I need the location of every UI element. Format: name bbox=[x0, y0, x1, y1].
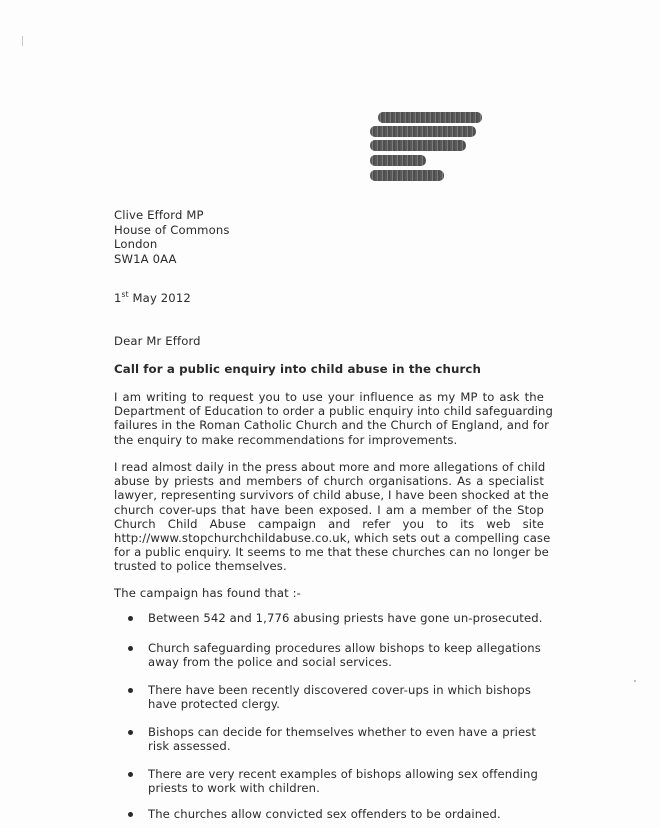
bullet-icon bbox=[128, 812, 133, 817]
redaction-bar bbox=[370, 140, 466, 151]
address-line: House of Commons bbox=[114, 222, 230, 237]
body-paragraph bbox=[114, 390, 553, 447]
paragraph-line: I read almost daily in the press about more and more allegations of child bbox=[114, 460, 546, 474]
list-item-line: away from the police and social services. bbox=[148, 654, 393, 669]
bullet-icon bbox=[128, 772, 133, 777]
list-item-line: risk assessed. bbox=[148, 738, 231, 753]
address-line: Clive Efford MP bbox=[114, 208, 204, 222]
list-item-text bbox=[148, 726, 548, 753]
list-item-text bbox=[148, 768, 548, 795]
bullet-icon bbox=[128, 730, 133, 735]
address-line: London bbox=[114, 237, 158, 251]
redaction-bar bbox=[370, 170, 444, 181]
paragraph-line: abuse by priests and members of church organisations. As a specialist bbox=[114, 474, 544, 489]
list-item-line: Church safeguarding procedures allow bishops to keep allegations bbox=[148, 641, 541, 655]
paragraph-line: church cover-ups that have been exposed. I am a member of the Stop bbox=[114, 502, 544, 517]
letter-subject: Call for a public enquiry into child abuse in the church bbox=[114, 362, 481, 376]
paragraph-line: for a public enquiry. It seems to me that these churches can no longer be bbox=[114, 545, 549, 560]
paragraph-line: Department of Education to order a public enquiry into child safeguarding bbox=[114, 404, 553, 419]
recipient-address bbox=[114, 208, 230, 266]
paragraph-line: trusted to police themselves. bbox=[114, 559, 287, 574]
paragraph-line: lawyer, representing survivors of child abuse, I have been shocked at the bbox=[114, 488, 549, 503]
list-item-line: have protected clergy. bbox=[148, 696, 281, 711]
redaction-bar bbox=[370, 155, 426, 166]
list-item-line: Bishops can decide for themselves whether to even have a priest bbox=[148, 725, 537, 739]
address-line: SW1A 0AA bbox=[114, 251, 177, 266]
redaction-bar bbox=[370, 126, 476, 137]
scan-artifact bbox=[22, 36, 23, 46]
bullet-icon bbox=[128, 646, 133, 651]
list-item-line: The churches allow convicted sex offenders to be ordained. bbox=[148, 807, 501, 821]
date-month-year: May 2012 bbox=[132, 291, 191, 305]
list-item-line: There have been recently discovered cover-ups in which bishops bbox=[148, 683, 531, 697]
salutation: Dear Mr Efford bbox=[114, 334, 201, 348]
findings-intro: The campaign has found that :- bbox=[114, 586, 302, 600]
bullet-icon bbox=[128, 616, 133, 621]
letter-date bbox=[114, 291, 191, 305]
scan-artifact bbox=[634, 680, 636, 682]
list-item-line: There are very recent examples of bishops allowing sex offending bbox=[148, 767, 538, 781]
list-item-text bbox=[148, 684, 548, 711]
paragraph-line: http://www.stopchurchchildabuse.co.uk, which sets out a compelling case bbox=[114, 530, 551, 545]
paragraph-line: Church Child Abuse campaign and refer you to its web site bbox=[114, 516, 544, 531]
list-item-line: priests to work with children. bbox=[148, 780, 320, 795]
list-item-text bbox=[148, 808, 548, 822]
paragraph-line: the enquiry to make recommendations for improvements. bbox=[114, 432, 458, 447]
paragraph-line: I am writing to request you to use your influence as my MP to ask the bbox=[114, 390, 544, 404]
body-paragraph bbox=[114, 460, 551, 574]
list-item-line: Between 542 and 1,776 abusing priests have gone un-prosecuted. bbox=[148, 611, 543, 625]
date-ordinal: st bbox=[121, 290, 129, 299]
redaction-bar bbox=[378, 112, 482, 123]
date-day: 1 bbox=[114, 291, 122, 305]
paragraph-line: failures in the Roman Catholic Church and the Church of England, and for bbox=[114, 418, 550, 433]
list-item-text bbox=[148, 612, 548, 626]
redacted-sender-address bbox=[368, 112, 488, 184]
list-item-text bbox=[148, 642, 548, 669]
bullet-icon bbox=[128, 688, 133, 693]
